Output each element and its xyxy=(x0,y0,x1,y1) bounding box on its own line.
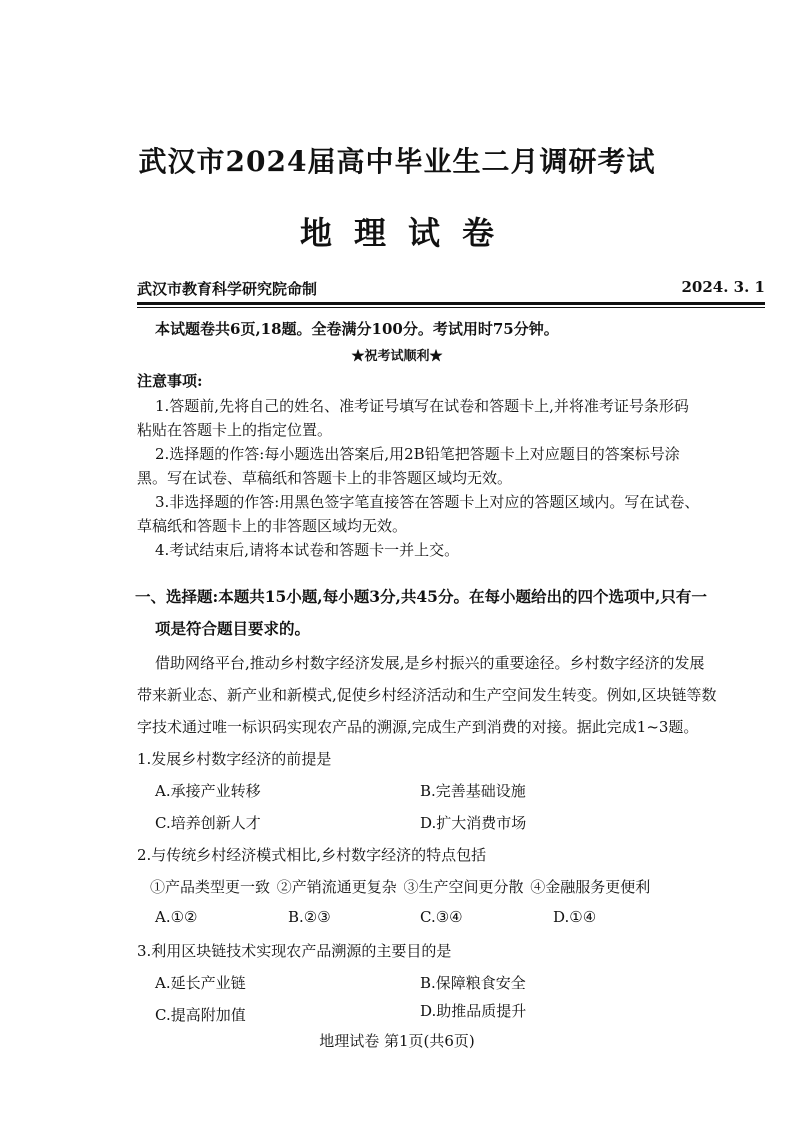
exam-date: 2024. 3. 1 xyxy=(681,278,765,296)
question-3-option-c: C.提高附加值 xyxy=(155,1006,246,1024)
question-3-stem: 3.利用区块链技术实现农产品溯源的主要目的是 xyxy=(137,942,452,960)
issuing-organization: 武汉市教育科学研究院命制 xyxy=(137,280,318,298)
question-2-stem: 2.与传统乡村经济模式相比,乡村数字经济的特点包括 xyxy=(137,846,487,864)
note-line: 1.答题前,先将自己的姓名、准考证号填写在试卷和答题卡上,并将准考证号条形码 xyxy=(155,397,689,415)
note-line: 2.选择题的作答:每小题选出答案后,用2B铅笔把答题卡上对应题目的答案标号涂 xyxy=(155,445,680,463)
note-line: 粘贴在答题卡上的指定位置。 xyxy=(137,421,333,439)
question-2-option-c: C.③④ xyxy=(420,908,463,926)
question-2-option-d: D.①④ xyxy=(553,908,597,926)
question-3-option-b: B.保障粮食安全 xyxy=(420,974,526,992)
header-divider-thick xyxy=(137,302,765,305)
notes-heading: 注意事项: xyxy=(137,372,203,390)
section-heading-continued: 项是符合题目要求的。 xyxy=(155,619,311,638)
exam-title: 武汉市2024届高中毕业生二月调研考试 xyxy=(138,145,656,178)
question-1-option-a: A.承接产业转移 xyxy=(155,782,261,800)
question-1-option-c: C.培养创新人才 xyxy=(155,814,261,832)
note-line: 草稿纸和答题卡上的非答题区域均无效。 xyxy=(137,517,408,535)
note-line: 4.考试结束后,请将本试卷和答题卡一并上交。 xyxy=(155,541,460,559)
header-row xyxy=(137,278,765,302)
question-3-option-d: D.助推品质提升 xyxy=(420,1002,527,1020)
header-divider-thin xyxy=(137,307,765,308)
section-heading: 一、选择题:本题共15小题,每小题3分,共45分。在每小题给出的四个选项中,只有一 xyxy=(135,587,707,606)
good-luck-banner: ★祝考试顺利★ xyxy=(351,349,443,364)
question-1-option-d: D.扩大消费市场 xyxy=(420,814,527,832)
passage-line: 借助网络平台,推动乡村数字经济发展,是乡村振兴的重要途径。乡村数字经济的发展 xyxy=(155,654,705,672)
note-line: 黑。写在试卷、草稿纸和答题卡上的非答题区域均无效。 xyxy=(137,469,513,487)
question-1-stem: 1.发展乡村数字经济的前提是 xyxy=(137,750,332,768)
question-2-option-a: A.①② xyxy=(155,908,198,926)
subject-title: 地理试卷 xyxy=(299,214,516,252)
passage-line: 字技术通过唯一标识码实现农产品的溯源,完成生产到消费的对接。据此完成1~3题。 xyxy=(137,718,699,736)
page-footer: 地理试卷 第1页(共6页) xyxy=(319,1032,475,1050)
passage-line: 带来新业态、新产业和新模式,促使乡村经济活动和生产空间发生转变。例如,区块链等数 xyxy=(137,686,717,704)
question-3-option-a: A.延长产业链 xyxy=(155,974,246,992)
exam-summary: 本试题卷共6页,18题。全卷满分100分。考试用时75分钟。 xyxy=(155,320,559,338)
question-2-statements: ①产品类型更一致 ②产销流通更复杂 ③生产空间更分散 ④金融服务更便利 xyxy=(150,878,651,896)
note-line: 3.非选择题的作答:用黑色签字笔直接答在答题卡上对应的答题区域内。写在试卷、 xyxy=(155,493,700,511)
question-2-option-b: B.②③ xyxy=(288,908,331,926)
question-1-option-b: B.完善基础设施 xyxy=(420,782,526,800)
